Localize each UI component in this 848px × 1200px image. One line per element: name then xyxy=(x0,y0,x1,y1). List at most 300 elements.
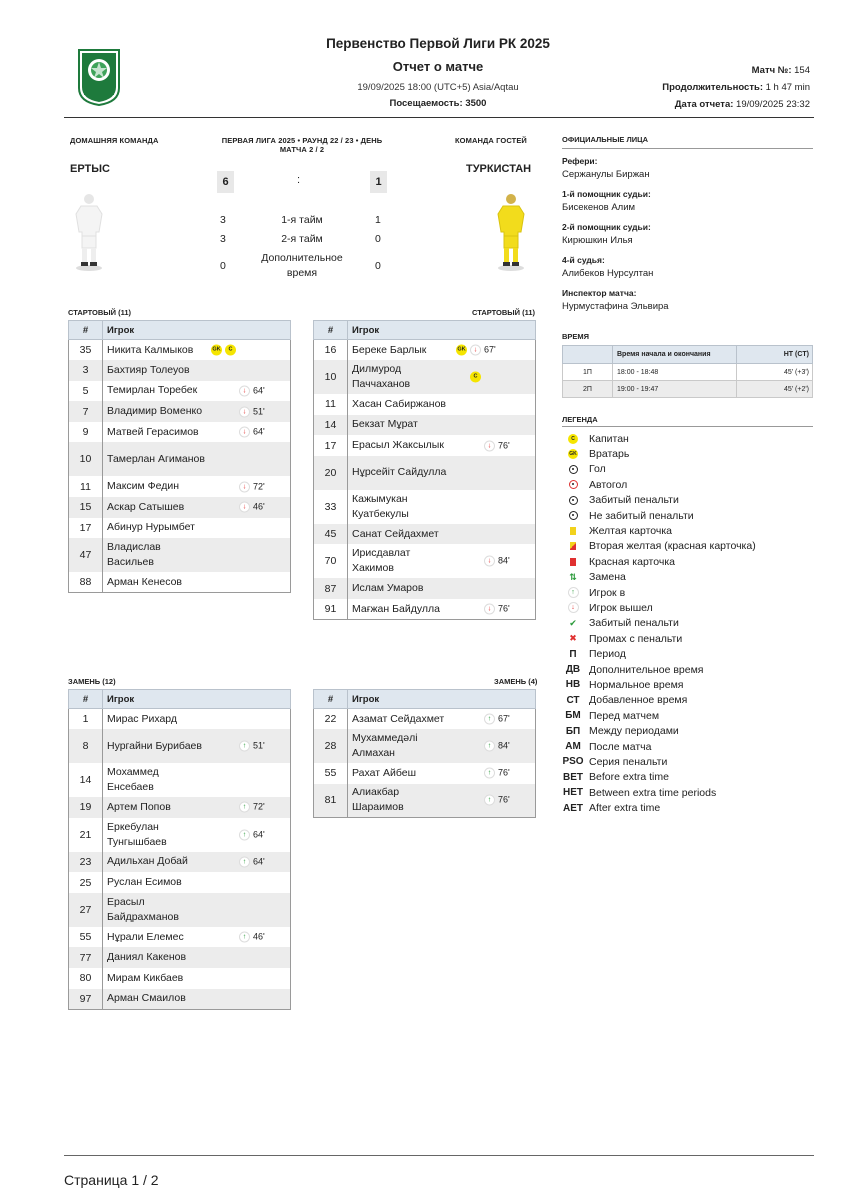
legend-item xyxy=(562,600,756,615)
legend-text: Желтая карточка xyxy=(589,525,673,538)
time-row xyxy=(563,364,813,381)
home-subs-table xyxy=(68,689,291,1010)
player-name: Ислам Умаров xyxy=(352,582,424,595)
col-number: # xyxy=(69,321,103,340)
player-cell xyxy=(103,572,291,593)
legend-text: Нормальное время xyxy=(589,678,684,691)
player-number: 22 xyxy=(314,709,348,730)
ball-shape xyxy=(569,465,578,474)
home-team-label: ДОМАШНЯЯ КОМАНДА xyxy=(70,136,159,145)
player-number: 10 xyxy=(314,360,348,394)
player-row xyxy=(69,818,291,852)
player-name: Артем Попов xyxy=(107,800,171,813)
match-number-label: Матч №: xyxy=(751,65,792,76)
legend-item xyxy=(562,662,756,677)
player-number: 47 xyxy=(69,538,103,572)
legend-text: Красная карточка xyxy=(589,555,675,568)
legend-code: П xyxy=(569,648,577,660)
legend-code: ДВ xyxy=(565,664,581,676)
player-cell xyxy=(103,518,291,539)
col-player: Игрок xyxy=(103,690,291,709)
legend-text: Забитый пенальти xyxy=(589,617,679,630)
player-marks xyxy=(239,425,265,440)
ht-cell: 45' (+3') xyxy=(737,364,813,381)
official-role: 1-й помощник судьи: xyxy=(562,189,651,199)
substitution-minute: 76' xyxy=(498,440,510,451)
substitution-minute: 76' xyxy=(498,603,510,614)
official-inspector xyxy=(562,287,812,314)
player-row xyxy=(314,544,536,578)
player-row xyxy=(69,852,291,873)
captain-icon xyxy=(562,434,584,444)
goalkeeper-icon: GK xyxy=(456,345,467,356)
substitution-minute: 46' xyxy=(253,501,265,512)
league-logo xyxy=(76,48,122,106)
player-cell xyxy=(103,872,291,893)
player-name: Еркебулан Тунгышбаев xyxy=(107,820,167,848)
player-cell xyxy=(103,927,291,948)
legend-text: Вратарь xyxy=(589,448,630,461)
player-name: Азамат Сейдахмет xyxy=(352,712,445,725)
player-row xyxy=(69,797,291,818)
arrow-shape: ↑ xyxy=(568,587,579,598)
player-name: Ирисдавлат Хакимов xyxy=(352,547,411,575)
substitution-minute: 51' xyxy=(253,740,265,751)
ball-shape xyxy=(569,511,578,520)
player-name: Нұрсейіт Сайдулла xyxy=(352,466,447,479)
captain-icon: C xyxy=(470,372,481,383)
player-number: 28 xyxy=(314,729,348,763)
player-name: Нұрали Елемес xyxy=(107,930,184,943)
player-number: 11 xyxy=(314,394,348,415)
col-ht: HT (CT) xyxy=(737,346,813,364)
player-out-icon: ↓ xyxy=(239,385,250,396)
player-cell xyxy=(103,989,291,1010)
player-row xyxy=(69,442,291,476)
player-number: 70 xyxy=(314,544,348,578)
player-name: Арман Смаилов xyxy=(107,992,186,1005)
player-number: 21 xyxy=(69,818,103,852)
player-row xyxy=(69,989,291,1010)
goal-icon xyxy=(562,465,584,474)
yellow-card-icon xyxy=(562,527,584,535)
player-cell xyxy=(348,435,536,456)
legend-item xyxy=(562,677,756,692)
official-name: Алибеков Нурсултан xyxy=(562,268,654,279)
player-row xyxy=(314,435,536,456)
own-goal-icon xyxy=(562,480,584,489)
player-row xyxy=(314,784,536,818)
report-date-label: Дата отчета: xyxy=(674,99,734,110)
legend-text: Серия пенальти xyxy=(589,755,668,768)
player-number: 97 xyxy=(69,989,103,1010)
player-row xyxy=(314,490,536,524)
substitution-minute: 72' xyxy=(253,801,265,812)
player-number: 7 xyxy=(69,401,103,422)
officials-divider xyxy=(562,148,813,149)
player-row xyxy=(69,947,291,968)
legend-code: BET xyxy=(563,771,583,783)
player-row xyxy=(69,872,291,893)
legend-text: Дополнительное время xyxy=(589,663,704,676)
away-team-label: КОМАНДА ГОСТЕЙ xyxy=(455,136,527,145)
legend-text: Игрок вышел xyxy=(589,601,653,614)
player-marks xyxy=(484,766,510,781)
player-number: 91 xyxy=(314,599,348,620)
report-title: Первенство Первой Лиги РК 2025 xyxy=(326,36,550,51)
round-label: ПЕРВАЯ ЛИГА 2025 • РАУНД 22 / 23 • ДЕНЬ МАТЧА 2 / 2 xyxy=(221,136,383,154)
player-name: Нургайни Бурибаев xyxy=(107,739,202,752)
legend-code: PSO xyxy=(562,756,584,768)
player-cell xyxy=(103,422,291,443)
player-marks xyxy=(239,854,265,869)
player-cell xyxy=(103,729,291,763)
player-marks xyxy=(484,554,510,569)
player-number: 1 xyxy=(69,709,103,730)
official-name: Кирюшкин Илья xyxy=(562,235,633,246)
player-row xyxy=(69,709,291,730)
away-starting-table xyxy=(313,320,536,620)
player-number: 14 xyxy=(314,415,348,436)
col-period xyxy=(563,346,613,364)
legend-text: Замена xyxy=(589,571,626,584)
substitution-minute: 64' xyxy=(253,829,265,840)
player-in-icon: ↑ xyxy=(484,768,495,779)
player-marks xyxy=(484,739,510,754)
player-number: 10 xyxy=(69,442,103,476)
player-row xyxy=(69,538,291,572)
player-out-icon: ↓ xyxy=(484,556,495,567)
official-assistant-2 xyxy=(562,221,812,248)
legend-text: Период xyxy=(589,648,626,661)
player-name: Максим Федин xyxy=(107,480,180,493)
player-row xyxy=(314,456,536,490)
player-row xyxy=(314,524,536,545)
player-name: Адильхан Добай xyxy=(107,855,188,868)
col-time-range: Время начала и окончания xyxy=(613,346,737,364)
player-number: 27 xyxy=(69,893,103,927)
player-cell xyxy=(103,763,291,797)
second-yellow-icon xyxy=(562,542,584,550)
report-subtitle: Отчет о матче xyxy=(392,59,484,74)
score-separator: : xyxy=(297,174,301,186)
penalty-missed-icon xyxy=(562,511,584,520)
player-number: 15 xyxy=(69,497,103,518)
substitution-minute: 84' xyxy=(498,740,510,751)
player-row xyxy=(314,360,536,394)
player-name: Ерасыл Байдрахманов xyxy=(107,895,179,923)
player-out-icon: ↓ xyxy=(239,502,250,513)
player-cell xyxy=(348,490,536,524)
player-cell xyxy=(103,797,291,818)
legend-item xyxy=(562,570,756,585)
player-row xyxy=(69,572,291,593)
player-number: 81 xyxy=(314,784,348,818)
substitution-minute: 64' xyxy=(253,856,265,867)
officials-title: ОФИЦИАЛЬНЫЕ ЛИЦА xyxy=(562,135,649,144)
period2-label: 2-я тайм xyxy=(281,233,323,245)
legend-code: HET xyxy=(563,787,583,799)
player-in-icon: ↑ xyxy=(239,932,250,943)
legend-text: Перед матчем xyxy=(589,709,660,722)
legend-item xyxy=(562,508,756,523)
legend-item xyxy=(562,708,756,723)
player-name: Мохаммед Енсебаев xyxy=(107,766,159,794)
extra-time-home: 0 xyxy=(220,260,226,272)
player-cell xyxy=(348,599,536,620)
player-cell xyxy=(103,497,291,518)
footer-divider xyxy=(64,1155,814,1156)
player-cell xyxy=(348,340,536,361)
official-role: 4-й судья: xyxy=(562,255,605,265)
player-row xyxy=(314,763,536,784)
ht-cell: 45' (+2') xyxy=(737,381,813,398)
badge-shape: C xyxy=(568,434,578,444)
legend-item xyxy=(562,723,756,738)
player-number: 45 xyxy=(314,524,348,545)
player-name: Рахат Айбеш xyxy=(352,766,416,779)
player-name: Алиакбар Шараимов xyxy=(352,786,404,814)
report-date: 19/09/2025 23:32 xyxy=(736,99,810,110)
player-number: 33 xyxy=(314,490,348,524)
legend-item xyxy=(562,616,756,631)
player-cell xyxy=(103,893,291,927)
player-row xyxy=(314,599,536,620)
col-player: Игрок xyxy=(348,321,536,340)
player-row xyxy=(314,729,536,763)
player-number: 88 xyxy=(69,572,103,593)
player-name: Темирлан Торебек xyxy=(107,384,198,397)
player-cell xyxy=(348,544,536,578)
substitution-minute: 84' xyxy=(498,555,510,566)
official-fourth xyxy=(562,254,812,281)
substitution-minute: 76' xyxy=(498,794,510,805)
legend-text: После матча xyxy=(589,740,652,753)
badge-shape: GK xyxy=(569,451,577,458)
player-cell xyxy=(348,524,536,545)
time-row xyxy=(563,381,813,398)
red-card-icon xyxy=(562,558,584,566)
player-cell xyxy=(103,401,291,422)
player-marks xyxy=(239,800,265,815)
legend-item xyxy=(562,554,756,569)
player-cell xyxy=(103,476,291,497)
player-number: 35 xyxy=(69,340,103,361)
col-number: # xyxy=(69,690,103,709)
player-marks xyxy=(470,372,481,383)
home-starting-table xyxy=(68,320,291,593)
player-cell xyxy=(103,442,291,476)
player-cell xyxy=(348,729,536,763)
player-number: 16 xyxy=(314,340,348,361)
player-out-icon: ↓ xyxy=(470,345,481,356)
substitution-minute: 64' xyxy=(253,426,265,437)
player-number: 20 xyxy=(314,456,348,490)
player-number: 80 xyxy=(69,968,103,989)
player-marks xyxy=(239,739,265,754)
substitution-minute: 67' xyxy=(484,344,496,355)
substitution-minute: 76' xyxy=(498,767,510,778)
player-name: Аскар Сатышев xyxy=(107,500,185,513)
col-number: # xyxy=(314,321,348,340)
substitution-minute: 64' xyxy=(253,385,265,396)
official-referee xyxy=(562,155,812,182)
player-row xyxy=(69,360,291,381)
legend-divider xyxy=(562,426,813,427)
official-name: Нурмустафина Эльвира xyxy=(562,301,669,312)
legend-text: Before extra time xyxy=(589,771,669,784)
match-number: 154 xyxy=(794,65,810,76)
player-name: Мирам Кикбаев xyxy=(107,971,184,984)
cross-icon: ✖ xyxy=(569,633,577,644)
legend-item xyxy=(562,785,756,800)
match-datetime: 19/09/2025 18:00 (UTC+5) Asia/Aqtau xyxy=(357,82,519,93)
player-row xyxy=(314,709,536,730)
header-divider xyxy=(64,117,814,118)
period2-home: 3 xyxy=(220,233,226,245)
player-name: Матвей Герасимов xyxy=(107,425,199,438)
legend-item xyxy=(562,646,756,661)
legend-text: Промах с пенальти xyxy=(589,632,683,645)
player-name: Бахтияр Толеуов xyxy=(107,363,190,376)
legend-text: Игрок в xyxy=(589,586,626,599)
legend-item xyxy=(562,493,756,508)
card-shape xyxy=(570,558,576,566)
player-name: Санат Сейдахмет xyxy=(352,527,439,540)
legend-text: Between extra time periods xyxy=(589,786,717,799)
player-marks xyxy=(239,383,265,398)
legend-text: Автогол xyxy=(589,478,628,491)
player-name: Кажымукан Куатбекулы xyxy=(352,492,409,520)
player-number: 23 xyxy=(69,852,103,873)
player-row xyxy=(69,927,291,948)
player-number: 8 xyxy=(69,729,103,763)
player-in-icon: ↑ xyxy=(239,741,250,752)
player-out-icon: ↓ xyxy=(239,481,250,492)
extra-time-away: 0 xyxy=(375,260,381,272)
penalty-scored-icon xyxy=(562,496,584,505)
player-out-icon xyxy=(562,602,584,613)
player-number: 25 xyxy=(69,872,103,893)
home-score: 6 xyxy=(217,171,234,193)
legend-item xyxy=(562,739,756,754)
player-in-icon: ↑ xyxy=(239,802,250,813)
legend-text: Капитан xyxy=(589,432,629,445)
player-number: 17 xyxy=(69,518,103,539)
ball-shape xyxy=(569,480,578,489)
player-row xyxy=(69,518,291,539)
player-cell xyxy=(348,763,536,784)
legend-text: Не забитый пенальти xyxy=(589,509,694,522)
player-cell xyxy=(348,578,536,599)
time-range-cell: 18:00 - 18:48 xyxy=(613,364,737,381)
period1-away: 1 xyxy=(375,214,381,226)
player-in-icon: ↑ xyxy=(484,714,495,725)
player-row xyxy=(69,422,291,443)
legend-code: СТ xyxy=(566,694,580,706)
goalkeeper-icon: GK xyxy=(211,345,222,356)
substitution-minute: 51' xyxy=(253,406,265,417)
player-marks xyxy=(239,930,265,945)
player-cell xyxy=(103,538,291,572)
player-cell xyxy=(103,381,291,402)
away-team-name: ТУРКИСТАН xyxy=(466,163,532,175)
goalkeeper-icon xyxy=(562,449,584,459)
player-number: 87 xyxy=(314,578,348,599)
official-role: Инспектор матча: xyxy=(562,288,637,298)
legend-item xyxy=(562,770,756,785)
legend-code: АМ xyxy=(565,741,581,752)
time-table xyxy=(562,345,813,398)
player-number: 11 xyxy=(69,476,103,497)
legend-item xyxy=(562,523,756,538)
player-name: Владимир Воменко xyxy=(107,405,203,418)
col-number: # xyxy=(314,690,348,709)
legend-item xyxy=(562,631,756,646)
legend-item xyxy=(562,431,756,446)
match-meta xyxy=(662,62,810,113)
period-cell: 1П xyxy=(563,364,613,381)
player-cell xyxy=(103,852,291,873)
legend-code: БМ xyxy=(565,710,581,722)
player-out-icon: ↓ xyxy=(239,427,250,438)
player-name: Владислав Васильев xyxy=(107,541,161,569)
player-marks xyxy=(239,500,265,515)
player-cell xyxy=(103,947,291,968)
player-name: Ерасыл Жаксылык xyxy=(352,439,444,452)
player-name: Дилмурод Паччаханов xyxy=(352,363,411,391)
player-row xyxy=(69,968,291,989)
home-kit-icon xyxy=(72,192,106,272)
ball-shape xyxy=(569,496,578,505)
player-number: 55 xyxy=(69,927,103,948)
away-kit-icon xyxy=(494,192,528,272)
legend-item xyxy=(562,585,756,600)
player-name: Даниял Какенов xyxy=(107,951,187,964)
player-cell xyxy=(348,360,536,394)
official-assistant-1 xyxy=(562,188,812,215)
check-icon: ✔ xyxy=(569,617,577,628)
player-number: 14 xyxy=(69,763,103,797)
player-number: 55 xyxy=(314,763,348,784)
period1-home: 3 xyxy=(220,214,226,226)
legend-title: ЛЕГЕНДА xyxy=(562,415,598,424)
player-row xyxy=(314,415,536,436)
player-name: Хасан Сабиржанов xyxy=(352,397,446,410)
legend-text: Забитый пенальти xyxy=(589,494,679,507)
legend-item xyxy=(562,462,756,477)
legend-item xyxy=(562,446,756,461)
page-number: Страница 1 / 2 xyxy=(64,1172,159,1188)
official-role: 2-й помощник судьи: xyxy=(562,222,651,232)
player-number: 19 xyxy=(69,797,103,818)
player-cell xyxy=(348,394,536,415)
player-name: Руслан Есимов xyxy=(107,876,182,889)
legend-item xyxy=(562,539,756,554)
player-row xyxy=(69,401,291,422)
period1-label: 1-я тайм xyxy=(281,214,323,226)
legend-text: Добавленное время xyxy=(589,694,688,707)
player-cell xyxy=(103,360,291,381)
col-player: Игрок xyxy=(348,690,536,709)
player-name: Тамерлан Агиманов xyxy=(107,452,205,465)
player-cell xyxy=(348,709,536,730)
legend-text: After extra time xyxy=(589,802,661,815)
player-cell xyxy=(103,968,291,989)
away-subs-title: ЗАМЕНЬ (4) xyxy=(494,677,538,686)
player-number: 3 xyxy=(69,360,103,381)
away-score: 1 xyxy=(370,171,387,193)
